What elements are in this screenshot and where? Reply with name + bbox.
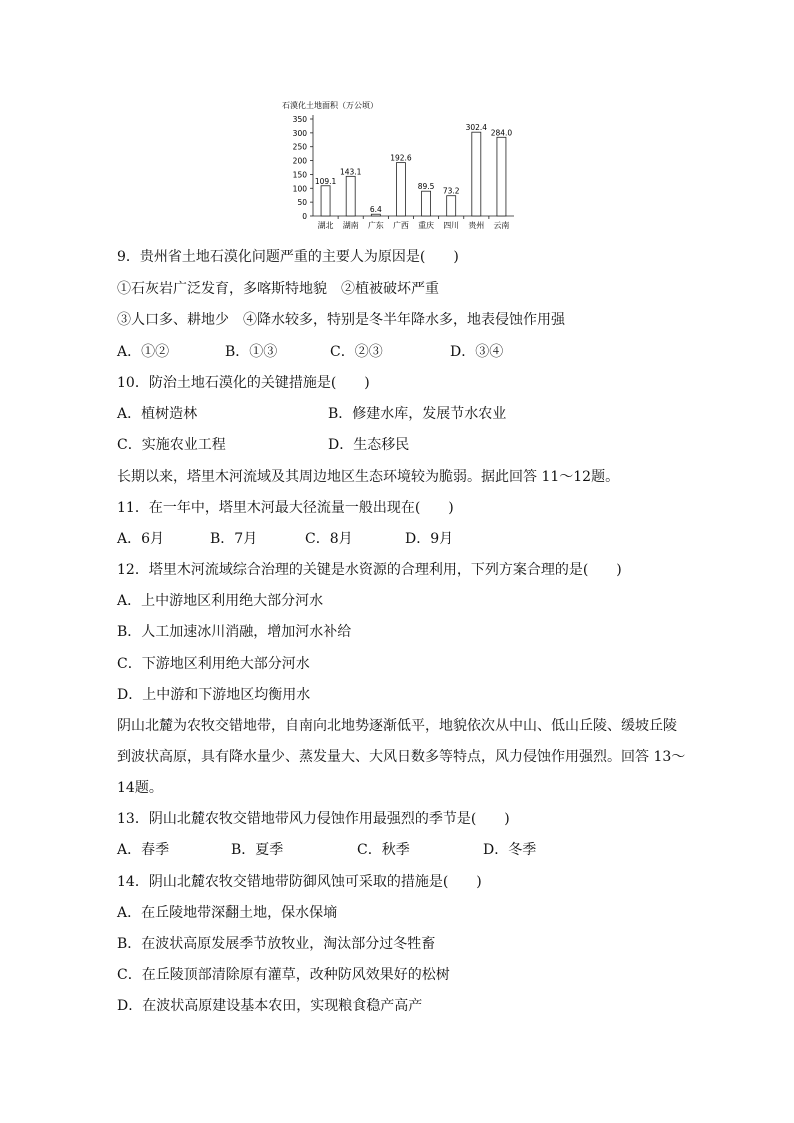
q9-option-b[interactable]: B．①③ bbox=[225, 344, 278, 360]
q11-option-b[interactable]: B．7月 bbox=[210, 531, 258, 547]
x-category-label: 四川 bbox=[443, 221, 460, 230]
passage-tarim: 长期以来，塔里木河流域及其周边地区生态环境较为脆弱。据此回答 11～12题。 bbox=[117, 469, 620, 485]
q10-option-b[interactable]: B．修建水库，发展节水农业 bbox=[328, 406, 507, 422]
q13-option-a[interactable]: A．春季 bbox=[117, 842, 170, 858]
bar-value-label: 6.4 bbox=[369, 205, 382, 215]
bar-6 bbox=[447, 196, 456, 216]
bar-1 bbox=[321, 186, 330, 216]
bar-value-label: 302.4 bbox=[465, 123, 488, 133]
x-category-label: 广西 bbox=[392, 221, 409, 230]
q10-option-a[interactable]: A．植树造林 bbox=[117, 406, 198, 422]
q11-option-a[interactable]: A．6月 bbox=[117, 531, 165, 547]
y-tick-label: 250 bbox=[292, 142, 307, 152]
bar-value-label: 143.1 bbox=[339, 167, 362, 177]
q13-option-b[interactable]: B．夏季 bbox=[231, 842, 284, 858]
x-category-label: 云南 bbox=[493, 221, 510, 230]
bar-value-label: 192.6 bbox=[390, 153, 412, 163]
q10-option-c[interactable]: C．实施农业工程 bbox=[117, 437, 226, 453]
q9-statement-line-2: ③人口多、耕地少 ④降水较多，特别是冬半年降水多，地表侵蚀作用强 bbox=[117, 312, 565, 328]
y-tick-label: 350 bbox=[292, 115, 307, 124]
bar-2 bbox=[346, 176, 355, 216]
x-category-label: 湖北 bbox=[317, 221, 334, 230]
q12-option-b[interactable]: B．人工加速冰川消融，增加河水补给 bbox=[117, 624, 352, 640]
bar-chart bbox=[270, 96, 530, 236]
bar-value-label: 109.1 bbox=[314, 176, 337, 186]
bar-chart-svg bbox=[270, 96, 530, 236]
q11-option-c[interactable]: C．8月 bbox=[305, 531, 353, 547]
y-tick-label: 300 bbox=[292, 128, 307, 138]
q12-option-c[interactable]: C．下游地区利用绝大部分河水 bbox=[117, 656, 310, 672]
x-category-label: 广东 bbox=[367, 221, 384, 230]
bar-4 bbox=[396, 163, 405, 216]
q9-option-c[interactable]: C．②③ bbox=[330, 344, 383, 360]
q12-option-a[interactable]: A．上中游地区利用绝大部分河水 bbox=[117, 593, 324, 609]
q14-option-d[interactable]: D．在波状高原建设基本农田，实现粮食稳产高产 bbox=[117, 998, 423, 1014]
bar-value-label: 73.2 bbox=[442, 186, 460, 196]
q14-stem: 14．阴山北麓农牧交错地带防御风蚀可采取的措施是( ) bbox=[117, 874, 482, 890]
q12-option-d[interactable]: D．上中游和下游地区均衡用水 bbox=[117, 687, 311, 703]
y-tick-label: 50 bbox=[297, 198, 307, 208]
q9-option-d[interactable]: D．③④ bbox=[450, 344, 504, 360]
x-category-label: 贵州 bbox=[468, 221, 485, 230]
passage-yinshan-line-2: 到波状高原，具有降水量少、蒸发量大、大风日数多等特点，风力侵蚀作用强烈。回答 13～ bbox=[117, 749, 686, 765]
q11-stem: 11．在一年中，塔里木河最大径流量一般出现在( ) bbox=[117, 500, 454, 516]
y-tick-label: 150 bbox=[292, 170, 307, 180]
q10-stem: 10．防治土地石漠化的关键措施是( ) bbox=[117, 375, 370, 391]
bar-value-label: 284.0 bbox=[490, 128, 513, 138]
passage-yinshan-line-3: 14题。 bbox=[117, 780, 163, 796]
passage-yinshan-line-1: 阴山北麓为农牧交错地带，自南向北地势逐渐低平，地貌依次从中山、低山丘陵、缓坡丘陵 bbox=[117, 718, 677, 734]
bar-value-label: 89.5 bbox=[417, 182, 435, 192]
bar-8 bbox=[497, 137, 506, 216]
q11-option-d[interactable]: D．9月 bbox=[405, 531, 454, 547]
q13-option-c[interactable]: C．秋季 bbox=[357, 842, 410, 858]
q9-option-a[interactable]: A．①② bbox=[117, 344, 170, 360]
q9-stem: 9．贵州省土地石漠化问题严重的主要人为原因是( ) bbox=[117, 249, 459, 265]
q10-option-d[interactable]: D．生态移民 bbox=[328, 437, 410, 453]
chart-title: 石漠化土地面积（万公顷） bbox=[282, 101, 378, 110]
y-tick-label: 100 bbox=[292, 184, 307, 194]
q9-statement-line-1: ①石灰岩广泛发育，多喀斯特地貌 ②植被破坏严重 bbox=[117, 281, 439, 297]
y-tick-label: 200 bbox=[292, 156, 307, 166]
x-category-label: 重庆 bbox=[418, 221, 435, 230]
x-category-label: 湖南 bbox=[342, 221, 359, 230]
q14-option-a[interactable]: A．在丘陵地带深翻土地，保水保墒 bbox=[117, 905, 338, 921]
bar-5 bbox=[422, 191, 431, 216]
q13-option-d[interactable]: D．冬季 bbox=[483, 842, 537, 858]
bar-7 bbox=[472, 132, 481, 216]
q13-stem: 13．阴山北麓农牧交错地带风力侵蚀作用最强烈的季节是( ) bbox=[117, 811, 510, 827]
bar-3 bbox=[371, 214, 380, 216]
q14-option-b[interactable]: B．在波状高原发展季节放牧业，淘汰部分过冬牲畜 bbox=[117, 936, 436, 952]
q12-stem: 12．塔里木河流域综合治理的关键是水资源的合理利用，下列方案合理的是( ) bbox=[117, 562, 622, 578]
q14-option-c[interactable]: C．在丘陵顶部清除原有灌草，改种防风效果好的松树 bbox=[117, 967, 450, 983]
y-tick-label: 0 bbox=[302, 212, 307, 221]
